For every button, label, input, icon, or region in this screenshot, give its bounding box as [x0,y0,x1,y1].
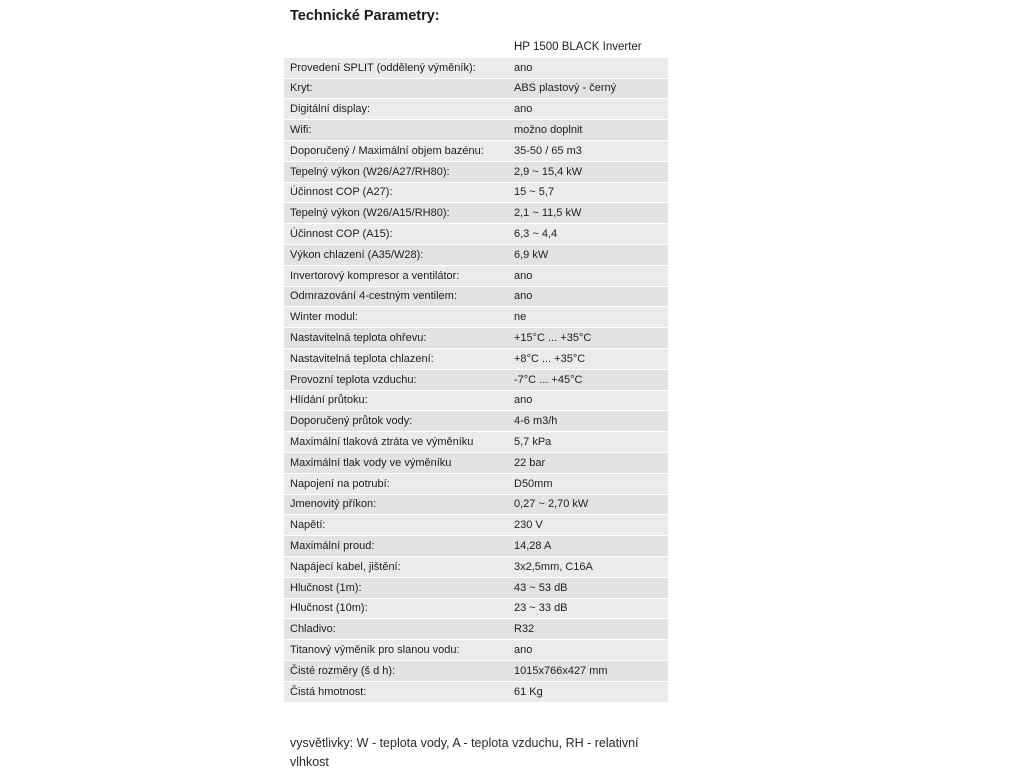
table-row [284,619,668,640]
table-row [284,661,668,682]
spec-table [284,37,668,703]
spec-label: Výkon chlazení (A35/W28): [284,245,508,266]
table-row [284,578,668,599]
table-row [284,640,668,661]
spec-value: 14,28 A [508,536,668,557]
spec-value: R32 [508,619,668,640]
spec-label: Provozní teplota vzduchu: [284,370,508,391]
spec-value: 43 ~ 53 dB [508,578,668,599]
spec-value: 6,9 kW [508,245,668,266]
table-row [284,224,668,245]
spec-label: Winter modul: [284,307,508,328]
table-row [284,495,668,516]
table-row [284,453,668,474]
spec-value: 61 Kg [508,682,668,703]
table-row [284,307,668,328]
spec-value: ano [508,391,668,412]
spec-label: Čisté rozměry (š d h): [284,661,508,682]
spec-value: 23 ~ 33 dB [508,599,668,620]
table-row [284,557,668,578]
table-row [284,245,668,266]
spec-value: 5,7 kPa [508,432,668,453]
model-header: HP 1500 BLACK Inverter [508,37,668,58]
spec-value: 4-6 m3/h [508,411,668,432]
spec-label: Napájecí kabel, jištění: [284,557,508,578]
spec-label: Digitální display: [284,99,508,120]
spec-label: Maximální proud: [284,536,508,557]
spec-label: Napojení na potrubí: [284,474,508,495]
spec-value: +15°C ... +35°C [508,328,668,349]
table-row [284,183,668,204]
spec-label: Jmenovitý příkon: [284,495,508,516]
spec-label: Účinnost COP (A27): [284,183,508,204]
spec-label: Provedení SPLIT (oddělený výměník): [284,58,508,79]
spec-label: Nastavitelná teplota chlazení: [284,349,508,370]
spec-label: Doporučený průtok vody: [284,411,508,432]
table-row [284,536,668,557]
spec-value: 1015x766x427 mm [508,661,668,682]
spec-value: ano [508,99,668,120]
spec-label: Titanový výměník pro slanou vodu: [284,640,508,661]
spec-value: 35-50 / 65 m3 [508,141,668,162]
table-row [284,599,668,620]
table-row [284,203,668,224]
table-row [284,474,668,495]
spec-label: Hlídání průtoku: [284,391,508,412]
table-row [284,391,668,412]
table-row [284,287,668,308]
table-row [284,515,668,536]
header-label-cell [284,37,508,58]
spec-label: Hlučnost (10m): [284,599,508,620]
spec-value: 2,1 ~ 11,5 kW [508,203,668,224]
spec-label: Hlučnost (1m): [284,578,508,599]
spec-value: 2,9 ~ 15,4 kW [508,162,668,183]
table-row [284,411,668,432]
table-row [284,141,668,162]
spec-label: Maximální tlak vody ve výměníku [284,453,508,474]
spec-value: 0,27 ~ 2,70 kW [508,495,668,516]
spec-value: 15 ~ 5,7 [508,183,668,204]
spec-label: Invertorový kompresor a ventilátor: [284,266,508,287]
spec-label: Nastavitelná teplota ohřevu: [284,328,508,349]
table-row [284,120,668,141]
table-row [284,370,668,391]
table-row [284,682,668,703]
spec-label: Wifi: [284,120,508,141]
footnote: vysvětlivky: W - teplota vody, A - teplota vzduchu, RH - relativní vlhkost [290,736,639,769]
spec-value: ano [508,287,668,308]
table-header-row [284,37,668,58]
table-row [284,432,668,453]
spec-label: Čistá hmotnost: [284,682,508,703]
table-row [284,99,668,120]
spec-value: 230 V [508,515,668,536]
spec-value: ano [508,266,668,287]
spec-value: ano [508,640,668,661]
spec-value: možno doplnit [508,120,668,141]
spec-label: Kryt: [284,79,508,100]
table-row [284,349,668,370]
spec-value: ABS plastový - černý [508,79,668,100]
spec-label: Maximální tlaková ztráta ve výměníku [284,432,508,453]
spec-label: Napětí: [284,515,508,536]
spec-table-body [284,37,668,703]
table-row [284,162,668,183]
spec-value: ne [508,307,668,328]
spec-label: Tepelný výkon (W26/A27/RH80): [284,162,508,183]
spec-value: -7°C ... +45°C [508,370,668,391]
spec-label: Doporučený / Maximální objem bazénu: [284,141,508,162]
spec-label: Chladivo: [284,619,508,640]
spec-label: Tepelný výkon (W26/A15/RH80): [284,203,508,224]
table-row [284,79,668,100]
table-row [284,58,668,79]
spec-value: D50mm [508,474,668,495]
table-row [284,266,668,287]
spec-value: +8°C ... +35°C [508,349,668,370]
page-title: Technické Parametry: [290,8,440,24]
spec-value: ano [508,58,668,79]
spec-label: Účinnost COP (A15): [284,224,508,245]
table-row [284,328,668,349]
spec-value: 22 bar [508,453,668,474]
spec-label: Odmrazování 4-cestným ventilem: [284,287,508,308]
spec-value: 3x2,5mm, C16A [508,557,668,578]
spec-value: 6,3 ~ 4,4 [508,224,668,245]
